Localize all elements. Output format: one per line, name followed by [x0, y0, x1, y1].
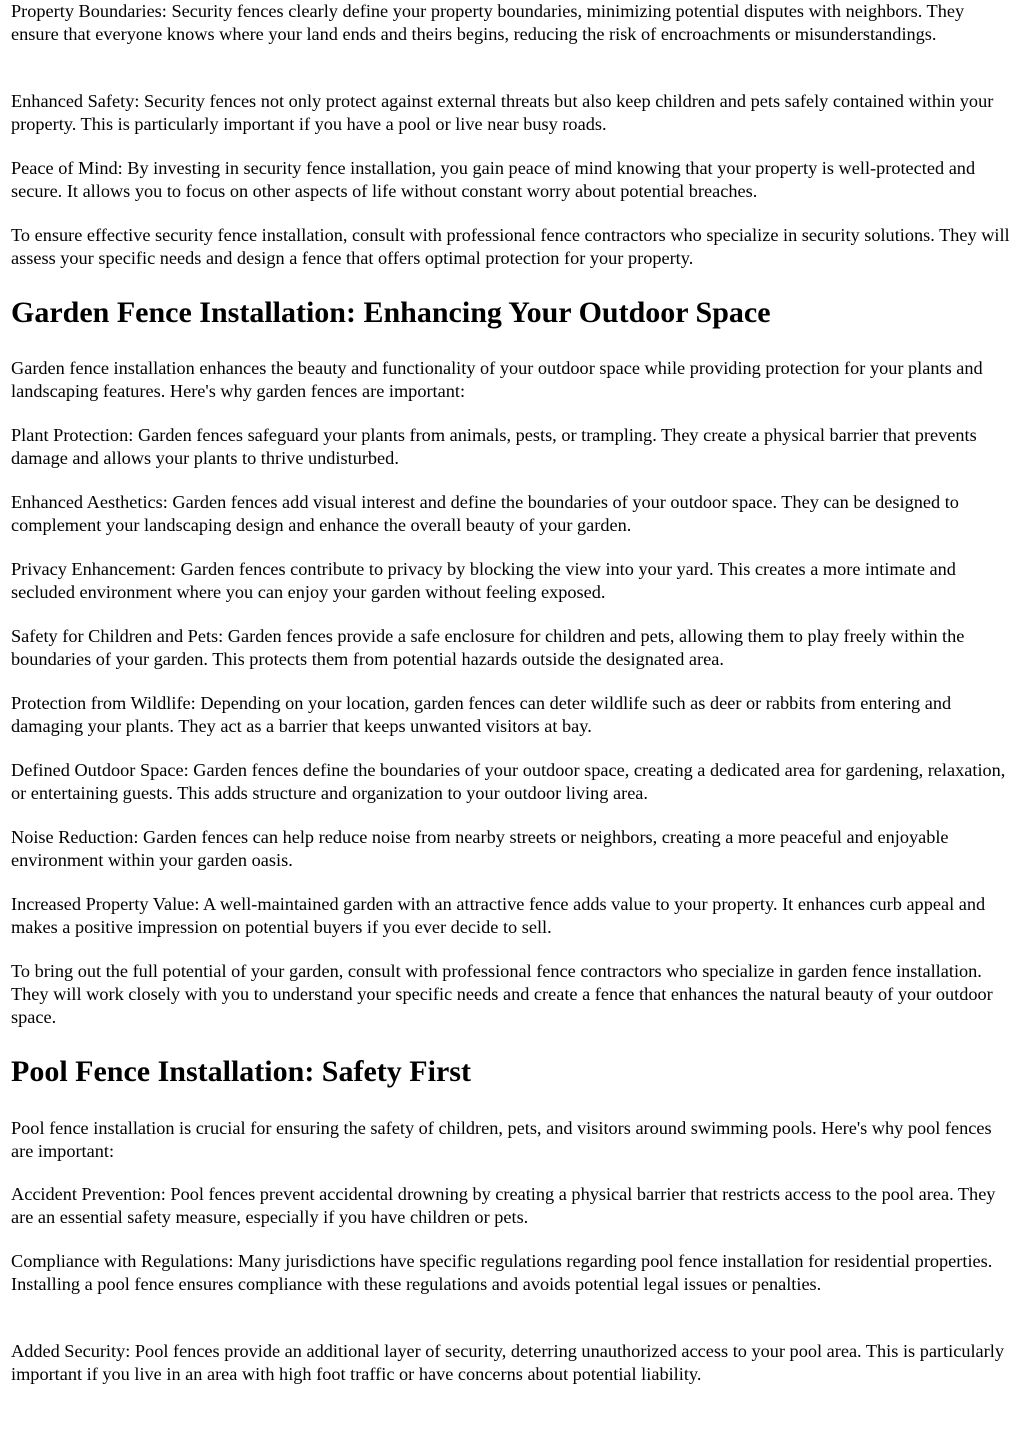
paragraph-property-boundaries: Property Boundaries: Security fences clearly define your property boundaries, minimizing potential disputes with neighbors. They ensure that everyone knows where your land ends and theirs begins, reducing the risk of encroachments or misunderstandings.	[11, 1, 965, 44]
heading-pool-fence: Pool Fence Installation: Safety First	[11, 1055, 471, 1088]
heading-garden-fence: Garden Fence Installation: Enhancing Your Outdoor Space	[11, 296, 771, 329]
paragraph-accident-prevention: Accident Prevention: Pool fences prevent accidental drowning by creating a physical barrier that restricts access to the pool area. They are an essential safety measure, especially if you have children or pets.	[11, 1184, 996, 1227]
paragraph-plant-protection: Plant Protection: Garden fences safeguard your plants from animals, pests, or trampling. They create a physical barrier that prevents damage and allows your plants to thrive undisturbed.	[11, 425, 977, 468]
paragraph-garden-intro: Garden fence installation enhances the beauty and functionality of your outdoor space while providing protection for your plants and landscaping features. Here's why garden fences are important:	[11, 358, 983, 401]
paragraph-defined-outdoor-space: Defined Outdoor Space: Garden fences define the boundaries of your outdoor space, creating a dedicated area for gardening, relaxation, or entertaining guests. This adds structure and organization to your outdoor living area.	[11, 760, 1006, 803]
paragraph-enhanced-aesthetics: Enhanced Aesthetics: Garden fences add visual interest and define the boundaries of your outdoor space. They can be designed to complement your landscaping design and enhance the overall beauty of your garden.	[11, 492, 959, 535]
paragraph-safety-children-pets: Safety for Children and Pets: Garden fences provide a safe enclosure for children and pets, allowing them to play freely within the boundaries of your garden. This protects them from potential hazards outside the designated area.	[11, 626, 965, 669]
paragraph-protection-wildlife: Protection from Wildlife: Depending on your location, garden fences can deter wildlife such as deer or rabbits from entering and damaging your plants. They act as a barrier that keeps unwanted visitors at bay.	[11, 693, 952, 736]
paragraph-noise-reduction: Noise Reduction: Garden fences can help reduce noise from nearby streets or neighbors, creating a more peaceful and enjoyable environment within your garden oasis.	[11, 827, 949, 870]
paragraph-compliance-regulations: Compliance with Regulations: Many jurisdictions have specific regulations regarding pool fence installation for residential properties. Installing a pool fence ensures compliance with these regulations and avoids potential legal issues or penalties.	[11, 1251, 993, 1294]
paragraph-enhanced-safety: Enhanced Safety: Security fences not only protect against external threats but also keep children and pets safely contained within your property. This is particularly important if you have a pool or live near busy roads.	[11, 91, 994, 134]
paragraph-increased-property-value: Increased Property Value: A well-maintained garden with an attractive fence adds value to your property. It enhances curb appeal and makes a positive impression on potential buyers if you ever decide to sell.	[11, 894, 986, 937]
paragraph-added-security: Added Security: Pool fences provide an additional layer of security, deterring unauthorized access to your pool area. This is particularly important if you live in an area with high foot traffic or have concerns about potential liability.	[11, 1341, 1004, 1384]
paragraph-garden-conclusion: To bring out the full potential of your garden, consult with professional fence contractors who specialize in garden fence installation. They will work closely with you to understand your specific needs and create a fence that enhances the natural beauty of your outdoor space.	[11, 961, 993, 1027]
paragraph-security-conclusion: To ensure effective security fence installation, consult with professional fence contractors who specialize in security solutions. They will assess your specific needs and design a fence that offers optimal protection for your property.	[11, 225, 1010, 268]
paragraph-pool-intro: Pool fence installation is crucial for ensuring the safety of children, pets, and visitors around swimming pools. Here's why pool fences are important:	[11, 1118, 992, 1161]
paragraph-peace-of-mind: Peace of Mind: By investing in security fence installation, you gain peace of mind knowing that your property is well-protected and secure. It allows you to focus on other aspects of life without constant worry about potential breaches.	[11, 158, 976, 201]
paragraph-privacy-enhancement: Privacy Enhancement: Garden fences contribute to privacy by blocking the view into your yard. This creates a more intimate and secluded environment where you can enjoy your garden without feeling exposed.	[11, 559, 956, 602]
